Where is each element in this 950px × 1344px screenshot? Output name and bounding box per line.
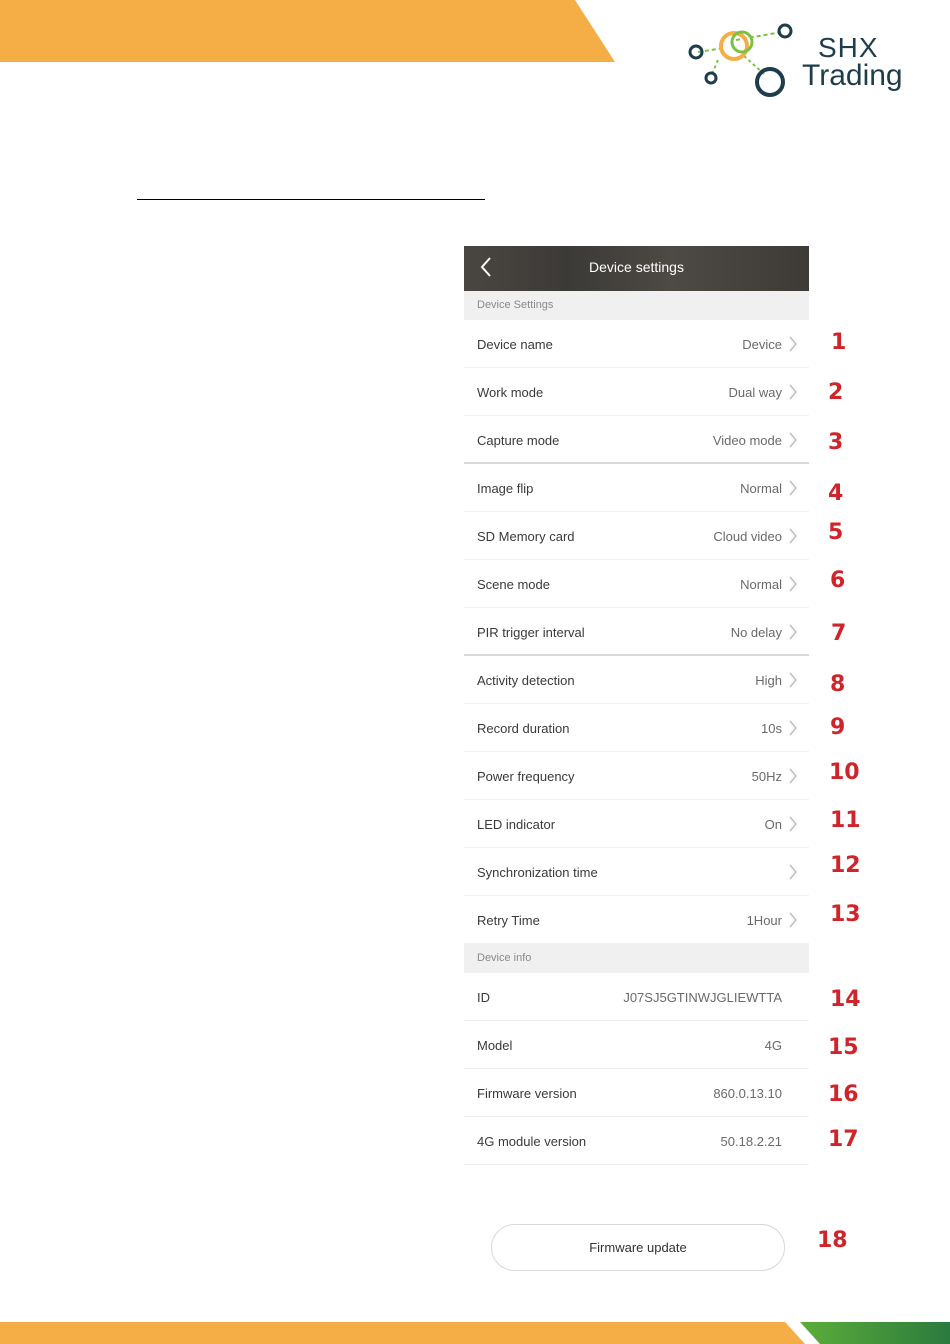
setting-label: 4G module version [477,1134,587,1149]
chevron-right-icon [788,383,798,401]
setting-row-record-duration[interactable] [464,704,809,752]
setting-label: Record duration [477,721,570,736]
chevron-right-icon [788,671,798,689]
callout-number: 10 [829,760,860,785]
setting-row-capture-mode[interactable] [464,416,809,464]
section-device-settings: Device Settings [464,291,809,320]
setting-row-firmware-version [464,1069,809,1117]
chevron-right-icon [788,479,798,497]
firmware-update-button[interactable]: Firmware update [491,1224,785,1271]
setting-row-scene-mode[interactable] [464,560,809,608]
brand-wordmark [802,34,903,90]
setting-label: ID [477,990,490,1005]
setting-row-activity-detection[interactable] [464,656,809,704]
chevron-right-icon [788,719,798,737]
setting-label: Device name [477,337,553,352]
device-settings-screen [464,246,809,1213]
callout-number: 12 [830,853,861,878]
list-spacer [464,1165,809,1213]
heading-underline [137,199,485,200]
callout-number: 4 [828,481,844,506]
setting-value: Device [742,337,782,352]
setting-value: On [764,817,782,832]
section-device-info: Device info [464,944,809,973]
setting-value: Normal [740,577,782,592]
setting-row-image-flip[interactable] [464,464,809,512]
callout-number: 6 [830,568,846,593]
callout-number: 11 [830,808,861,833]
callout-number: 2 [828,380,844,405]
callout-number: 13 [830,902,861,927]
chevron-right-icon [788,431,798,449]
callout-number: 7 [831,621,847,646]
callout-number: 9 [830,715,846,740]
chevron-right-icon [788,623,798,641]
callout-number: 1 [831,330,847,355]
setting-label: Power frequency [477,769,575,784]
brand-line2: Trading [802,59,903,92]
setting-label: Synchronization time [477,865,598,880]
setting-value: High [755,673,782,688]
setting-value: 4G [764,1038,782,1053]
callout-number: 14 [830,987,861,1012]
callout-number: 8 [830,672,846,697]
setting-label: SD Memory card [477,529,575,544]
setting-value: No delay [730,625,782,640]
setting-label: Capture mode [477,433,560,448]
setting-label: Model [477,1038,513,1053]
setting-row-led-indicator[interactable] [464,800,809,848]
setting-label: Retry Time [477,913,540,928]
setting-label: Firmware version [477,1086,577,1101]
setting-value: Dual way [728,385,782,400]
chevron-right-icon [788,575,798,593]
chevron-right-icon [788,911,798,929]
callout-number: 3 [828,430,844,455]
setting-row-work-mode[interactable] [464,368,809,416]
setting-value: 860.0.13.10 [713,1086,782,1101]
setting-value: 50Hz [751,769,782,784]
setting-row-id [464,973,809,1021]
setting-row-device-name[interactable] [464,320,809,368]
setting-value: J07SJ5GTINWJGLIEWTTA [623,990,782,1005]
callout-number: 5 [828,520,844,545]
setting-row-pir-trigger-interval[interactable] [464,608,809,656]
screen-title: Device settings [589,259,684,275]
setting-row-retry-time[interactable] [464,896,809,944]
setting-value: 1Hour [746,913,782,928]
chevron-right-icon [788,335,798,353]
callout-number: 18 [817,1228,848,1253]
brand-line1: SHX [818,32,879,63]
setting-label: PIR trigger interval [477,625,585,640]
callout-number: 15 [828,1035,859,1060]
settings-list [464,320,809,944]
callout-number: 16 [828,1082,859,1107]
chevron-right-icon [788,863,798,881]
setting-label: Work mode [477,385,544,400]
setting-value: Cloud video [713,529,782,544]
setting-label: LED indicator [477,817,556,832]
info-list [464,973,809,1213]
setting-value: Video mode [712,433,782,448]
setting-label: Activity detection [477,673,575,688]
setting-row-model [464,1021,809,1069]
setting-row-sd-memory-card[interactable] [464,512,809,560]
chevron-right-icon [788,767,798,785]
setting-value: Normal [740,481,782,496]
setting-row-synchronization-time[interactable] [464,848,809,896]
bottom-banner [0,1322,950,1344]
chevron-right-icon [788,527,798,545]
setting-label: Scene mode [477,577,550,592]
setting-value: 50.18.2.21 [720,1134,782,1149]
setting-value: 10s [761,721,782,736]
chevron-right-icon [788,815,798,833]
setting-row-4g-module-version [464,1117,809,1165]
screen-header [464,246,809,291]
callout-number: 17 [828,1127,859,1152]
setting-row-power-frequency[interactable] [464,752,809,800]
setting-label: Image flip [477,481,534,496]
